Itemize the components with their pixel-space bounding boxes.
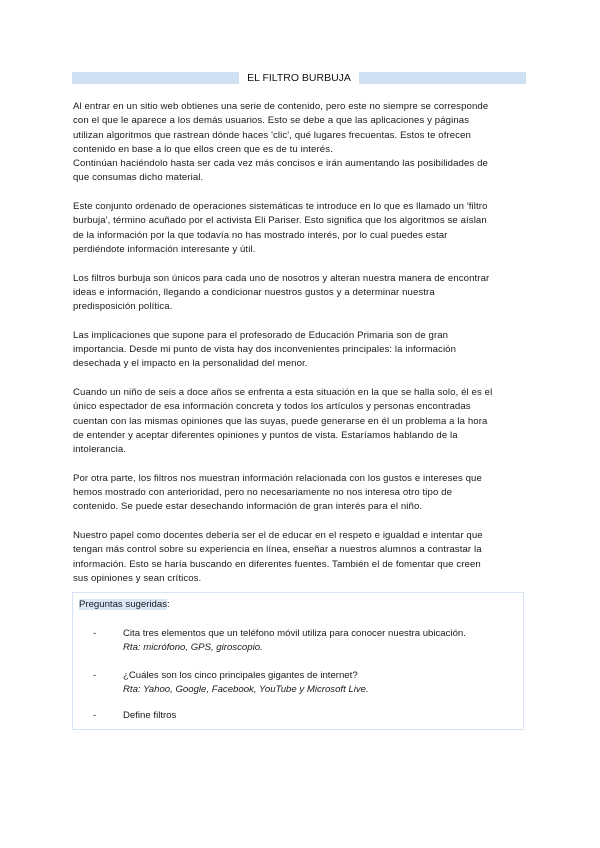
text-line: intolerancia. xyxy=(73,444,127,456)
text-line: desechada y el impacto en la personalidad del menor. xyxy=(73,358,308,370)
question-body xyxy=(123,669,369,697)
paragraph-5 xyxy=(73,386,533,457)
title-bar-left-fill xyxy=(72,72,239,84)
text-line: único espectador de esa información concreta y todos los artículos y personas encontradas xyxy=(73,401,471,413)
suggested-questions-heading xyxy=(79,599,170,611)
text-line: perdiéndote información interesante y útil. xyxy=(73,243,256,255)
document-title: EL FILTRO BURBUJA xyxy=(247,72,351,84)
question-text: ¿Cuáles son los cinco principales gigantes de internet? xyxy=(123,670,358,681)
text-line: Los filtros burbuja son únicos para cada uno de nosotros y alteran nuestra manera de encontrar xyxy=(73,272,490,284)
dash-bullet-icon: - xyxy=(93,670,97,681)
text-line: Por otra parte, los filtros nos muestran información relacionada con los gustos e intereses que xyxy=(73,472,482,484)
text-line: de entender y aceptar diferentes opiniones y puntos de vista. Estaríamos hablando de la xyxy=(73,429,458,441)
text-line: Este conjunto ordenado de operaciones sistemáticas te introduce en lo que es llamado un 'filtro xyxy=(73,201,488,213)
text-line: contenido. Se puede estar desechando información de gran interés para el niño. xyxy=(73,501,423,513)
text-line: sus opiniones y sean críticos. xyxy=(73,572,202,584)
text-line: predisposición política. xyxy=(73,301,173,313)
text-line: Cuando un niño de seis a doce años se enfrenta a esta situación en la que se halla solo, él es el xyxy=(73,386,493,398)
title-bar-right-fill xyxy=(359,72,526,84)
paragraph-6 xyxy=(73,472,533,515)
text-line: de la información por la que todavía no has mostrado interés, por lo cual puedes estar xyxy=(73,229,448,241)
heading-highlight: Preguntas sugeridas xyxy=(79,599,167,610)
text-line: importancia. Desde mi punto de vista hay dos inconvenientes principales: la información xyxy=(73,344,457,356)
body-text xyxy=(73,100,533,600)
text-line: Al entrar en un sitio web obtienes una serie de contenido, pero este no siempre se corresponde xyxy=(73,101,489,112)
question-text: Cita tres elementos que un teléfono móvil utiliza para conocer nuestra ubicación. xyxy=(123,628,466,639)
text-line: Nuestro papel como docentes debería ser el de educar en el respeto e igualdad e intentar que xyxy=(73,529,483,541)
paragraph-2 xyxy=(73,200,533,257)
text-line: Continúan haciéndolo hasta ser cada vez más concisos e irán aumentando las posibilidades de xyxy=(73,158,488,170)
text-line: información. Esto se haría buscando en diferentes fuentes. También el de fomentar que creen xyxy=(73,558,481,570)
text-line: con el que le aparece a los demás usuarios. Esto se debe a que las aplicaciones y páginas xyxy=(73,115,470,127)
paragraph-7 xyxy=(73,529,533,586)
paragraph-1 xyxy=(73,100,533,186)
title-bar xyxy=(72,72,526,84)
paragraph-4 xyxy=(73,329,533,372)
text-line: utilizan algoritmos que rastrean dónde haces 'clic', qué lugares frecuentas. Estos te ofrecen xyxy=(73,129,471,141)
suggested-questions-box xyxy=(72,592,524,730)
question-text: Define filtros xyxy=(123,710,177,721)
text-line: tengan más control sobre su experiencia en línea, enseñar a nuestros alumnos a contrastar la xyxy=(73,544,482,556)
paragraph-3 xyxy=(73,272,533,315)
text-line: ideas e información, llegando a condicionar nuestros gustos y a determinar nuestra xyxy=(73,286,435,298)
dash-bullet-icon: - xyxy=(93,628,97,639)
question-body xyxy=(123,627,466,655)
text-line: hemos mostrado con anterioridad, pero no necesariamente no nos interesa otro tipo de xyxy=(73,487,453,499)
question-body xyxy=(123,709,176,723)
text-line: que consumas dicho material. xyxy=(73,172,204,184)
text-line: Las implicaciones que supone para el profesorado de Educación Primaria son de gran xyxy=(73,329,449,341)
text-line: cuentan con las mismas opiniones que las suyas, puede generarse en él un problema a la hora xyxy=(73,415,488,427)
answer-text: Rta: Yahoo, Google, Facebook, YouTube y Microsoft Live. xyxy=(123,684,369,695)
text-line: contenido en base a lo que ellos creen que es de tu interés. xyxy=(73,143,333,155)
heading-colon: : xyxy=(167,599,170,610)
answer-text: Rta: micrófono, GPS, giroscopio. xyxy=(123,642,263,653)
text-line: burbuja', término acuñado por el activista Eli Pariser. Esto significa que los algoritmos se aíslan xyxy=(73,215,487,227)
dash-bullet-icon: - xyxy=(93,710,97,721)
